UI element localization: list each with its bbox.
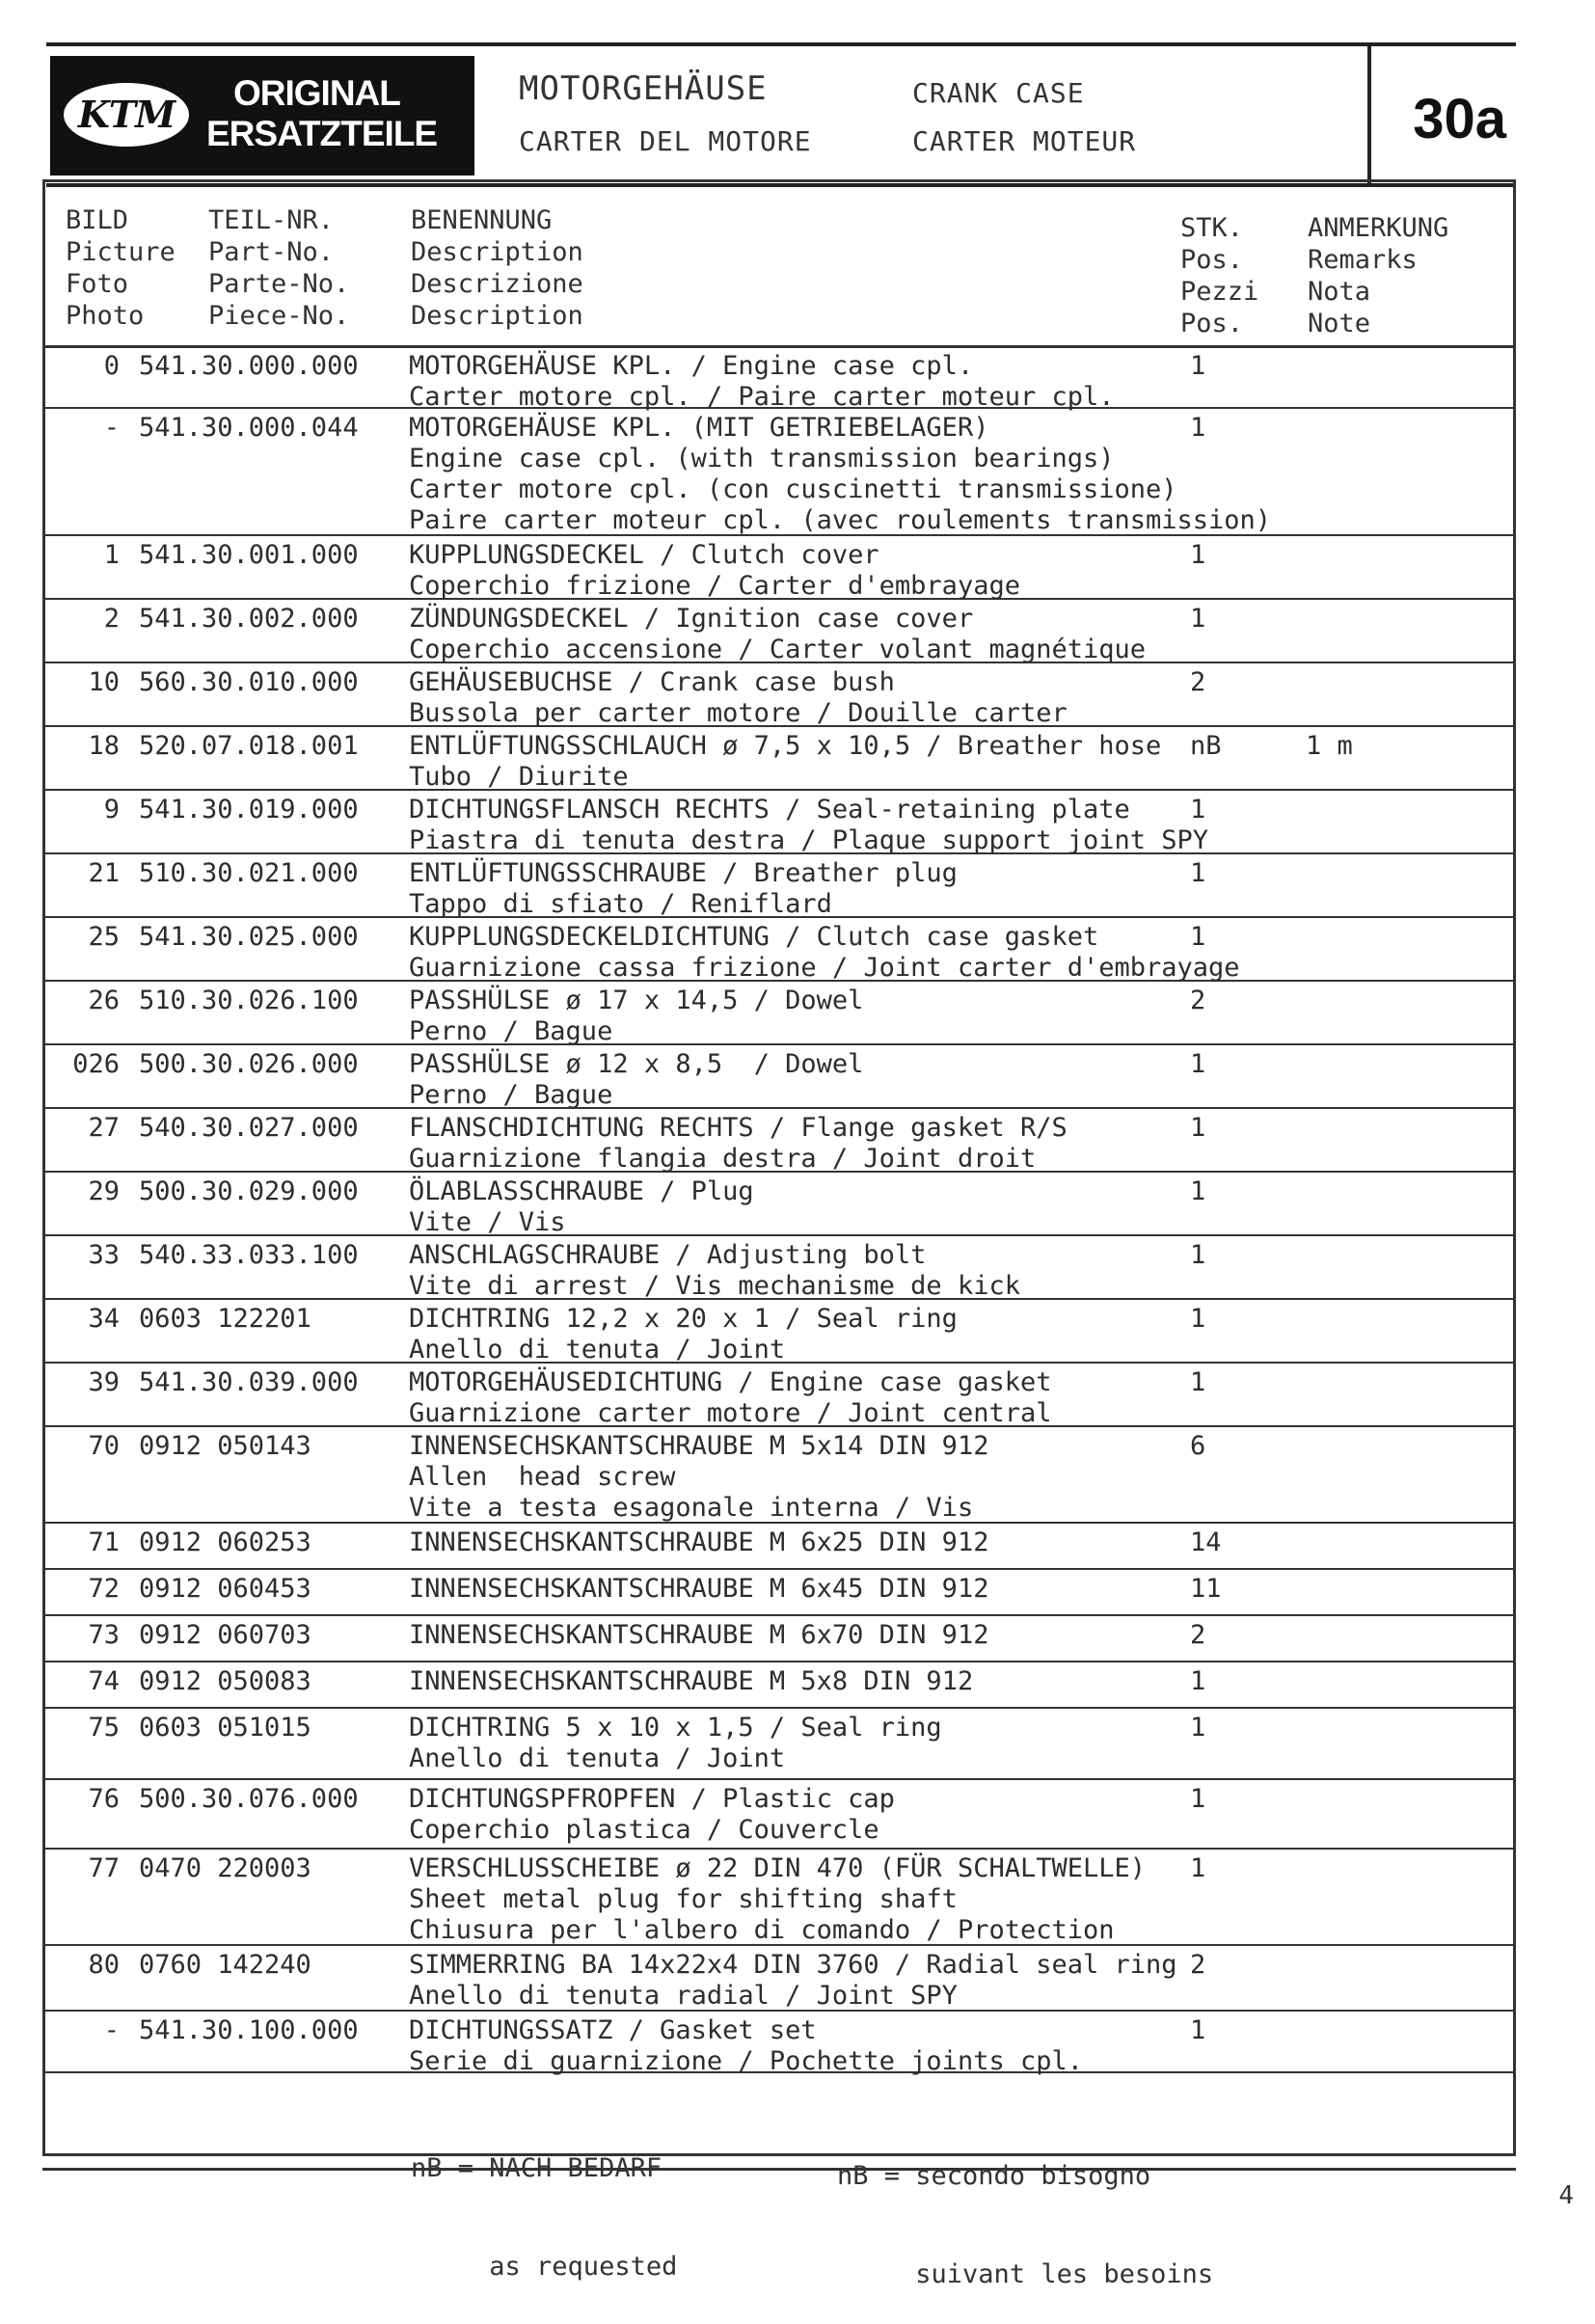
cell-picture-number: 21 bbox=[88, 858, 120, 888]
cell-part-number: 0760 142240 bbox=[139, 1950, 311, 1980]
column-header-text: Piece-No. bbox=[208, 301, 350, 331]
cell-quantity: 1 bbox=[1190, 351, 1206, 381]
cell-quantity: 1 bbox=[1190, 1784, 1206, 1814]
cell-description: INNENSECHSKANTSCHRAUBE M 6x45 DIN 912 bbox=[409, 1574, 989, 1604]
footnote-line: suivant les besoins bbox=[837, 2259, 1214, 2289]
cell-description: MOTORGEHÄUSE KPL. (MIT GETRIEBELAGER) Engine case cpl. (with transmission bearings) Carter motore cpl. (con cuscinetti transmissione) Paire carter moteur cpl. (avec roulements transmission) bbox=[409, 413, 1272, 535]
cell-picture-number: 0 bbox=[103, 351, 120, 381]
cell-description: KUPPLUNGSDECKEL / Clutch cover Coperchio frizione / Carter d'embrayage bbox=[409, 540, 1020, 601]
cell-picture-number: 18 bbox=[88, 731, 120, 761]
cell-description: DICHTUNGSPFROPFEN / Plastic cap Coperchio plastica / Couvercle bbox=[409, 1784, 895, 1845]
cell-description: ENTLÜFTUNGSSCHLAUCH ø 7,5 x 10,5 / Breather hose Tubo / Diurite bbox=[409, 731, 1162, 792]
cell-description: DICHTRING 12,2 x 20 x 1 / Seal ring Anello di tenuta / Joint bbox=[409, 1304, 958, 1365]
cell-quantity: 1 bbox=[1190, 858, 1206, 888]
table-row bbox=[42, 918, 1516, 982]
cell-description: VERSCHLUSSCHEIBE ø 22 DIN 470 (FÜR SCHALTWELLE) Sheet metal plug for shifting shaft Chiusura per l'albero di comando / Protection bbox=[409, 1853, 1147, 1945]
cell-description: INNENSECHSKANTSCHRAUBE M 6x70 DIN 912 bbox=[409, 1620, 989, 1650]
ktm-logo-mark: KTM bbox=[77, 93, 176, 136]
cell-picture-number: 39 bbox=[88, 1367, 120, 1397]
table-row bbox=[42, 727, 1516, 791]
cell-picture-number: 73 bbox=[88, 1620, 120, 1650]
cell-description: ENTLÜFTUNGSSCHRAUBE / Breather plug Tappo di sfiato / Reniflard bbox=[409, 858, 958, 919]
cell-picture-number: 2 bbox=[103, 604, 120, 634]
column-header-text: Descrizione bbox=[411, 269, 583, 299]
cell-quantity: 2 bbox=[1190, 1950, 1206, 1980]
footnote-line: as requested bbox=[411, 2252, 678, 2282]
cell-quantity: 6 bbox=[1190, 1431, 1206, 1461]
table-row bbox=[42, 1045, 1516, 1109]
table-row bbox=[42, 854, 1516, 918]
cell-picture-number: 10 bbox=[88, 667, 120, 697]
cell-quantity: 2 bbox=[1190, 986, 1206, 1015]
cell-description: SIMMERRING BA 14x22x4 DIN 3760 / Radial seal ring Anello di tenuta radial / Joint SPY bbox=[409, 1950, 1177, 2011]
cell-part-number: 510.30.021.000 bbox=[139, 858, 359, 888]
ktm-logo bbox=[50, 56, 474, 176]
column-header-text: Nota bbox=[1308, 277, 1371, 307]
cell-picture-number: 34 bbox=[88, 1304, 120, 1334]
table-row bbox=[42, 536, 1516, 600]
cell-picture-number: 77 bbox=[88, 1853, 120, 1883]
column-header-description bbox=[411, 204, 583, 332]
table-row bbox=[42, 409, 1516, 536]
cell-picture-number: 1 bbox=[103, 540, 120, 570]
column-header-qty bbox=[1180, 212, 1258, 339]
cell-description: DICHTUNGSFLANSCH RECHTS / Seal-retaining plate Piastra di tenuta destra / Plaque support joint SPY bbox=[409, 795, 1209, 855]
table-row bbox=[42, 1364, 1516, 1427]
footnote-line: nB = NACH BEDARF bbox=[411, 2153, 662, 2183]
cell-quantity: 1 bbox=[1190, 413, 1206, 443]
page-number-box bbox=[1367, 46, 1516, 183]
cell-description: MOTORGEHÄUSE KPL. / Engine case cpl. Carter motore cpl. / Paire carter moteur cpl. bbox=[409, 351, 1115, 412]
table-row bbox=[42, 1109, 1516, 1173]
table-row bbox=[42, 791, 1516, 854]
cell-description: MOTORGEHÄUSEDICHTUNG / Engine case gasket Guarnizione carter motore / Joint central bbox=[409, 1367, 1052, 1428]
cell-part-number: 540.30.027.000 bbox=[139, 1113, 359, 1143]
table-row bbox=[42, 1300, 1516, 1364]
cell-part-number: 0912 060253 bbox=[139, 1527, 311, 1557]
cell-quantity: 1 bbox=[1190, 1240, 1206, 1270]
title-french: CARTER MOTEUR bbox=[912, 125, 1137, 157]
cell-picture-number: 74 bbox=[88, 1666, 120, 1696]
cell-quantity: 1 bbox=[1190, 922, 1206, 952]
cell-part-number: 541.30.002.000 bbox=[139, 604, 359, 634]
cell-part-number: 0603 122201 bbox=[139, 1304, 311, 1334]
cell-picture-number: 29 bbox=[88, 1176, 120, 1206]
column-header-text: STK. bbox=[1180, 213, 1244, 243]
column-header-text: TEIL-NR. bbox=[208, 205, 335, 235]
cell-quantity: 1 bbox=[1190, 1304, 1206, 1334]
column-header-text: Picture bbox=[66, 237, 176, 267]
column-header-text: Description bbox=[411, 301, 583, 331]
cell-description: ZÜNDUNGSDECKEL / Ignition case cover Coperchio accensione / Carter volant magnétique bbox=[409, 604, 1147, 664]
sheet-number: 4 bbox=[1558, 2181, 1574, 2210]
table-row bbox=[42, 663, 1516, 727]
cell-part-number: 560.30.010.000 bbox=[139, 667, 359, 697]
table-row bbox=[42, 1662, 1516, 1709]
cell-picture-number: 80 bbox=[88, 1950, 120, 1980]
table-row bbox=[42, 1427, 1516, 1524]
column-header-remarks bbox=[1308, 212, 1448, 339]
cell-quantity: 1 bbox=[1190, 1367, 1206, 1397]
cell-quantity: 2 bbox=[1190, 667, 1206, 697]
cell-picture-number: - bbox=[103, 2015, 120, 2045]
cell-part-number: 500.30.076.000 bbox=[139, 1784, 359, 1814]
column-header-text: Pos. bbox=[1180, 245, 1244, 275]
cell-description: PASSHÜLSE ø 17 x 14,5 / Dowel Perno / Bague bbox=[409, 986, 864, 1046]
column-header-text: Parte-No. bbox=[208, 269, 350, 299]
page-header bbox=[46, 42, 1516, 187]
cell-picture-number: - bbox=[103, 413, 120, 443]
cell-quantity: 11 bbox=[1190, 1574, 1222, 1604]
cell-description: GEHÄUSEBUCHSE / Crank case bush Bussola per carter motore / Douille carter bbox=[409, 667, 1068, 728]
title-english: CRANK CASE bbox=[912, 77, 1085, 109]
cell-description: ÖLABLASSCHRAUBE / Plug Vite / Vis bbox=[409, 1176, 754, 1237]
cell-part-number: 0470 220003 bbox=[139, 1853, 311, 1883]
cell-description: INNENSECHSKANTSCHRAUBE M 5x14 DIN 912 Allen head screw Vite a testa esagonale interna / Vis bbox=[409, 1431, 989, 1523]
logo-text-ersatzteile: ERSATZTEILE bbox=[206, 114, 438, 153]
cell-description: DICHTRING 5 x 10 x 1,5 / Seal ring Anello di tenuta / Joint bbox=[409, 1713, 942, 1773]
column-header-text: BENENNUNG bbox=[411, 205, 553, 235]
cell-part-number: 0912 050143 bbox=[139, 1431, 311, 1461]
table-row bbox=[42, 1173, 1516, 1236]
table-row bbox=[42, 1780, 1516, 1850]
cell-part-number: 541.30.019.000 bbox=[139, 795, 359, 824]
cell-picture-number: 27 bbox=[88, 1113, 120, 1143]
column-header-text: BILD bbox=[66, 205, 129, 235]
title-german: MOTORGEHÄUSE bbox=[519, 69, 768, 108]
column-header-text: Part-No. bbox=[208, 237, 335, 267]
cell-part-number: 541.30.001.000 bbox=[139, 540, 359, 570]
cell-description: KUPPLUNGSDECKELDICHTUNG / Clutch case gasket Guarnizione cassa frizione / Joint carter d'embrayage bbox=[409, 922, 1240, 983]
cell-quantity: 1 bbox=[1190, 1113, 1206, 1143]
cell-part-number: 0912 060703 bbox=[139, 1620, 311, 1650]
page-number: 30a bbox=[1413, 88, 1506, 150]
cell-part-number: 541.30.000.000 bbox=[139, 351, 359, 381]
logo-text-original: ORIGINAL bbox=[233, 73, 400, 113]
cell-remarks: 1 m bbox=[1306, 731, 1353, 761]
column-header-text: Description bbox=[411, 237, 583, 267]
cell-quantity: 1 bbox=[1190, 540, 1206, 570]
cell-quantity: 2 bbox=[1190, 1620, 1206, 1650]
cell-quantity: 1 bbox=[1190, 604, 1206, 634]
cell-part-number: 541.30.039.000 bbox=[139, 1367, 359, 1397]
cell-quantity: 1 bbox=[1190, 1176, 1206, 1206]
cell-part-number: 500.30.029.000 bbox=[139, 1176, 359, 1206]
column-header-text: ANMERKUNG bbox=[1308, 213, 1449, 243]
cell-quantity: nB bbox=[1190, 731, 1222, 761]
cell-part-number: 0912 060453 bbox=[139, 1574, 311, 1604]
column-header-text: Pos. bbox=[1180, 309, 1244, 338]
table-row bbox=[42, 1946, 1516, 2012]
cell-quantity: 1 bbox=[1190, 1666, 1206, 1696]
cell-description: PASSHÜLSE ø 12 x 8,5 / Dowel Perno / Bague bbox=[409, 1049, 864, 1110]
footnote-italian-french bbox=[837, 2094, 1213, 2324]
table-row bbox=[42, 1616, 1516, 1662]
column-header-text: Foto bbox=[66, 269, 129, 299]
cell-picture-number: 70 bbox=[88, 1431, 120, 1461]
table-row bbox=[42, 600, 1516, 663]
footnote-german bbox=[411, 2087, 677, 2316]
cell-description: INNENSECHSKANTSCHRAUBE M 5x8 DIN 912 bbox=[409, 1666, 974, 1696]
cell-picture-number: 71 bbox=[88, 1527, 120, 1557]
cell-quantity: 1 bbox=[1190, 2015, 1206, 2045]
table-row bbox=[42, 2012, 1516, 2076]
cell-part-number: 500.30.026.000 bbox=[139, 1049, 359, 1079]
cell-part-number: 541.30.100.000 bbox=[139, 2015, 359, 2045]
cell-part-number: 0912 050083 bbox=[139, 1666, 311, 1696]
title-italian: CARTER DEL MOTORE bbox=[519, 125, 812, 157]
cell-picture-number: 026 bbox=[72, 1049, 120, 1079]
cell-quantity: 1 bbox=[1190, 1853, 1206, 1883]
cell-part-number: 0603 051015 bbox=[139, 1713, 311, 1743]
cell-part-number: 541.30.000.044 bbox=[139, 413, 359, 443]
column-header-bild bbox=[66, 204, 176, 332]
cell-picture-number: 9 bbox=[103, 795, 120, 824]
table-row bbox=[42, 347, 1516, 412]
table-row bbox=[42, 1524, 1516, 1570]
table-row bbox=[42, 982, 1516, 1045]
cell-picture-number: 72 bbox=[88, 1574, 120, 1604]
column-header-text: Remarks bbox=[1308, 245, 1418, 275]
footer-divider bbox=[42, 2168, 1516, 2171]
cell-picture-number: 25 bbox=[88, 922, 120, 952]
cell-part-number: 540.33.033.100 bbox=[139, 1240, 359, 1270]
cell-quantity: 1 bbox=[1190, 795, 1206, 824]
column-header-part bbox=[208, 204, 349, 332]
cell-quantity: 1 bbox=[1190, 1049, 1206, 1079]
table-row bbox=[42, 1709, 1516, 1780]
cell-description: INNENSECHSKANTSCHRAUBE M 6x25 DIN 912 bbox=[409, 1527, 989, 1557]
cell-quantity: 14 bbox=[1190, 1527, 1222, 1557]
column-header-text: Pezzi bbox=[1180, 277, 1259, 307]
table-row bbox=[42, 1850, 1516, 1946]
footnote-line: nB = secondo bisogno bbox=[837, 2161, 1151, 2191]
column-header-text: Photo bbox=[66, 301, 145, 331]
cell-picture-number: 76 bbox=[88, 1784, 120, 1814]
cell-part-number: 510.30.026.100 bbox=[139, 986, 359, 1015]
cell-picture-number: 33 bbox=[88, 1240, 120, 1270]
cell-description: DICHTUNGSSATZ / Gasket set Serie di guarnizione / Pochette joints cpl. bbox=[409, 2015, 1083, 2076]
cell-description: ANSCHLAGSCHRAUBE / Adjusting bolt Vite di arrest / Vis mechanisme de kick bbox=[409, 1240, 1020, 1301]
cell-description: FLANSCHDICHTUNG RECHTS / Flange gasket R/S Guarnizione flangia destra / Joint droit bbox=[409, 1113, 1068, 1174]
column-header-text: Note bbox=[1308, 309, 1371, 338]
table-row bbox=[42, 1570, 1516, 1616]
table-row bbox=[42, 1236, 1516, 1300]
cell-part-number: 541.30.025.000 bbox=[139, 922, 359, 952]
cell-part-number: 520.07.018.001 bbox=[139, 731, 359, 761]
cell-picture-number: 26 bbox=[88, 986, 120, 1015]
cell-quantity: 1 bbox=[1190, 1713, 1206, 1743]
cell-picture-number: 75 bbox=[88, 1713, 120, 1743]
